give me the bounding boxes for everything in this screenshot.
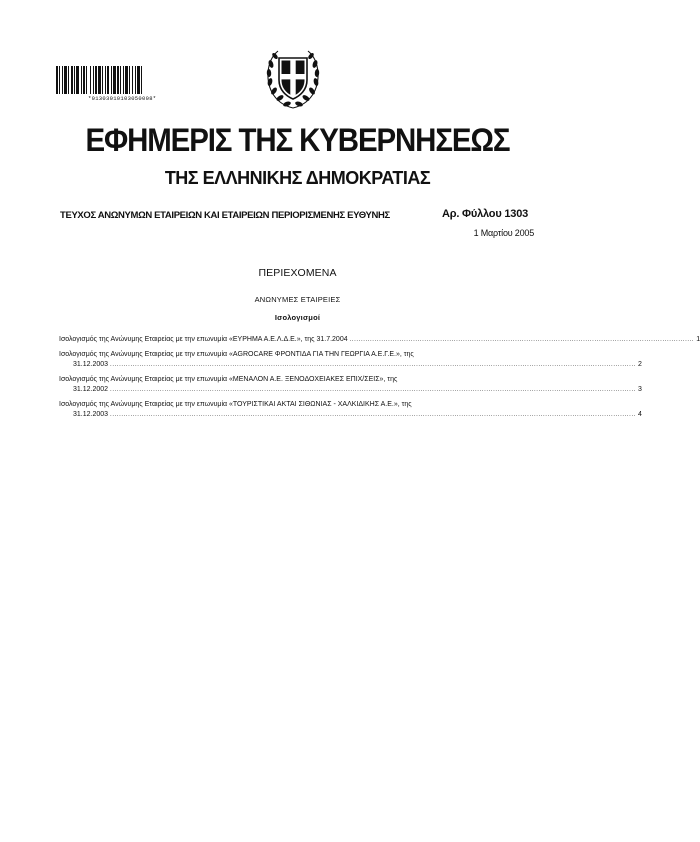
- toc-leader-dots: ........................................................................................................................................................................................................................................: [110, 387, 636, 393]
- toc-entry-title: Ισολογισμός της Ανώνυμης Εταιρείας με την επωνυμία «AGROCARE ΦΡΟΝΤΙΔΑ ΓΙΑ ΤΗΝ ΓΕΩΡΓΙΑ Α.Ε.Γ.Ε.», της: [59, 351, 414, 358]
- toc-entry-page: 2: [638, 361, 642, 368]
- issue-date: 1 Μαρτίου 2005: [473, 228, 534, 238]
- toc-entry-date: 31.12.2003: [73, 411, 109, 418]
- sheet-number: Αρ. Φύλλου 1303: [442, 208, 529, 220]
- table-of-contents: [59, 335, 700, 425]
- toc-entry-page: 3: [638, 386, 642, 393]
- toc-entry-page: 1: [696, 336, 700, 343]
- gazette-title: ΕΦΗΜΕΡΙΣ ΤΗΣ ΚΥΒΕΡΝΗΣΕΩΣ: [85, 122, 510, 158]
- toc-entry-date: 31.12.2002: [73, 386, 109, 393]
- toc-entry[interactable]: [59, 335, 700, 345]
- toc-entry-title: Ισολογισμός της Ανώνυμης Εταιρείας με την επωνυμία «ΜΕΝΑΛΟΝ Α.Ε. ΞΕΝΟΔΟΧΕΙΑΚΕΣ ΕΠΙΧ/ΣΕΙΣ», της: [59, 376, 398, 383]
- toc-entry-title: Ισολογισμός της Ανώνυμης Εταιρείας με την επωνυμία «ΤΟΥΡΙΣΤΙΚΑΙ ΑΚΤΑΙ ΣΙΘΩΝΙΑΣ - ΧΑΛΚΙΔΙΚΗΣ Α.Ε.», της: [59, 401, 412, 408]
- toc-entry[interactable]: [59, 375, 642, 395]
- barcode-number: *01303010103050008*: [88, 95, 157, 102]
- toc-entry-date: 31.12.2003: [73, 361, 109, 368]
- toc-leader-dots: ........................................................................................................................................................: [349, 337, 695, 343]
- section-heading: ΑΝΩΝΥΜΕΣ ΕΤΑΙΡΕΙΕΣ: [254, 295, 341, 304]
- barcode: [56, 66, 180, 94]
- toc-entry-title: Ισολογισμός της Ανώνυμης Εταιρείας με την επωνυμία «ΕΥΡΗΜΑ Α.Ε.Λ.Δ.Ε.», της 31.7.2004: [59, 336, 348, 343]
- gazette-subtitle: ΤΗΣ ΕΛΛΗΝΙΚΗΣ ΔΗΜΟΚΡΑΤΙΑΣ: [164, 168, 431, 188]
- toc-leader-dots: ........................................................................................................................................................................................................................................: [110, 412, 636, 418]
- issue-type: ΤΕΥΧΟΣ ΑΝΩΝΥΜΩΝ ΕΤΑΙΡΕΙΩΝ ΚΑΙ ΕΤΑΙΡΕΙΩΝ ΠΕΡΙΟΡΙΣΜΕΝΗΣ ΕΥΘΥΝΗΣ: [60, 210, 390, 221]
- toc-entry[interactable]: [59, 400, 642, 420]
- toc-entry[interactable]: [59, 350, 642, 370]
- toc-leader-dots: ........................................................................................................................................................................................................................................: [110, 362, 636, 368]
- contents-heading: ΠΕΡΙΕΧΟΜΕΝΑ: [258, 267, 337, 279]
- toc-entry-page: 4: [638, 411, 642, 418]
- subsection-heading: Ισολογισμοί: [274, 313, 321, 322]
- greek-coat-of-arms-emblem: [262, 42, 324, 112]
